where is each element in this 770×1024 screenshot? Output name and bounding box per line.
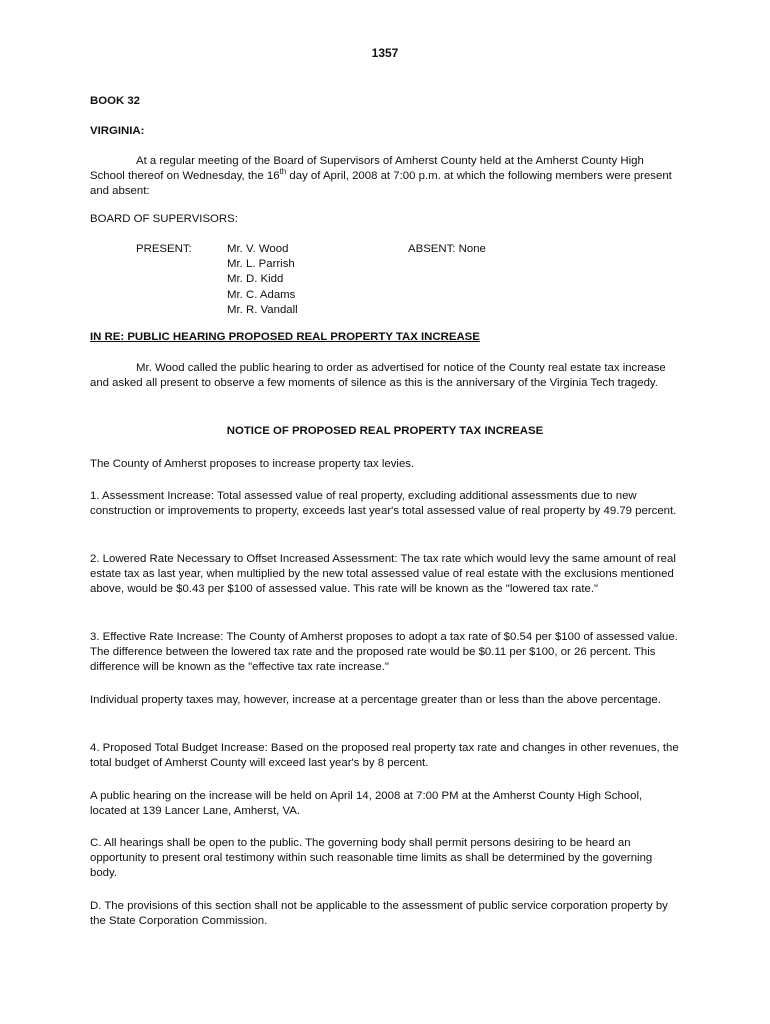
board-heading: BOARD OF SUPERVISORS:	[90, 213, 238, 225]
assessment-increase-paragraph: 1. Assessment Increase: Total assessed value of real property, excluding additional assessments due to new construction or improvements to property, exceeds last year's total assessed value of real property by 49.79 percent.	[90, 490, 677, 518]
page-number: 1357	[371, 46, 399, 60]
section-heading: IN RE: PUBLIC HEARING PROPOSED REAL PROPERTY TAX INCREASE	[90, 331, 480, 343]
present-members-list	[227, 242, 298, 318]
section-d-paragraph: D. The provisions of this section shall not be applicable to the assessment of public service corporation property by the State Corporation Commission.	[90, 900, 668, 928]
book-label: BOOK 32	[90, 95, 141, 107]
meeting-intro-part1: At a regular meeting of the Board of Supervisors of Amherst County held at the Amherst County High School thereof on Wednesday, the 16	[90, 155, 644, 183]
absent-line	[408, 242, 486, 257]
absent-value: None	[458, 243, 486, 255]
budget-increase-paragraph: 4. Proposed Total Budget Increase: Based on the proposed real property tax rate and changes in other revenues, the total budget of Amherst County will exceed last year's by 8 percent.	[90, 742, 679, 770]
notice-intro-paragraph: The County of Amherst proposes to increase property tax levies.	[90, 458, 415, 470]
effective-rate-paragraph: 3. Effective Rate Increase: The County of Amherst proposes to adopt a tax rate of $0.54 per $100 of assessed value. The difference between the lowered tax rate and the proposed rate would be $0.11 per $100, or 26 percent. This difference will be known as the "effective tax rate increase."	[90, 631, 678, 674]
absent-label: ABSENT:	[408, 243, 456, 255]
present-label: PRESENT:	[136, 243, 192, 255]
meeting-intro-superscript: th	[279, 167, 287, 177]
meeting-intro	[90, 154, 680, 200]
section-c-paragraph: C. All hearings shall be open to the public. The governing body shall permit persons desiring to be heard an opportunity to present oral testimony within such reasonable time limits as shall be determined by the governing body.	[90, 837, 653, 880]
state-label: VIRGINIA:	[90, 125, 145, 137]
member-item: Mr. R. Vandall	[227, 303, 298, 316]
public-hearing-paragraph: A public hearing on the increase will be held on April 14, 2008 at 7:00 PM at the Amherst County High School, located at 139 Lancer Lane, Amherst, VA.	[90, 790, 643, 818]
notice-heading: NOTICE OF PROPOSED REAL PROPERTY TAX INCREASE	[226, 425, 544, 437]
member-item: Mr. L. Parrish	[227, 258, 295, 271]
member-item: Mr. V. Wood	[227, 243, 289, 255]
member-item: Mr. D. Kidd	[227, 273, 284, 286]
lowered-rate-paragraph: 2. Lowered Rate Necessary to Offset Increased Assessment: The tax rate which would levy the same amount of real estate tax as last year, when multiplied by the new total assessed value of real estate with the exclusions mentioned above, would be $0.43 per $100 of assessed value. This rate will be known as the "lowered tax rate."	[90, 553, 676, 596]
member-item: Mr. C. Adams	[227, 288, 296, 301]
individual-taxes-paragraph: Individual property taxes may, however, increase at a percentage greater than or less than the above percentage.	[90, 694, 661, 706]
meeting-intro-part2: day of April, 2008 at 7:00 p.m. at which the following members were present and absent:	[90, 170, 672, 198]
hearing-opening-paragraph: Mr. Wood called the public hearing to order as advertised for notice of the County real estate tax increase and asked all present to observe a few moments of silence as this is the anniversary of the Virginia Tech tragedy.	[90, 362, 666, 390]
